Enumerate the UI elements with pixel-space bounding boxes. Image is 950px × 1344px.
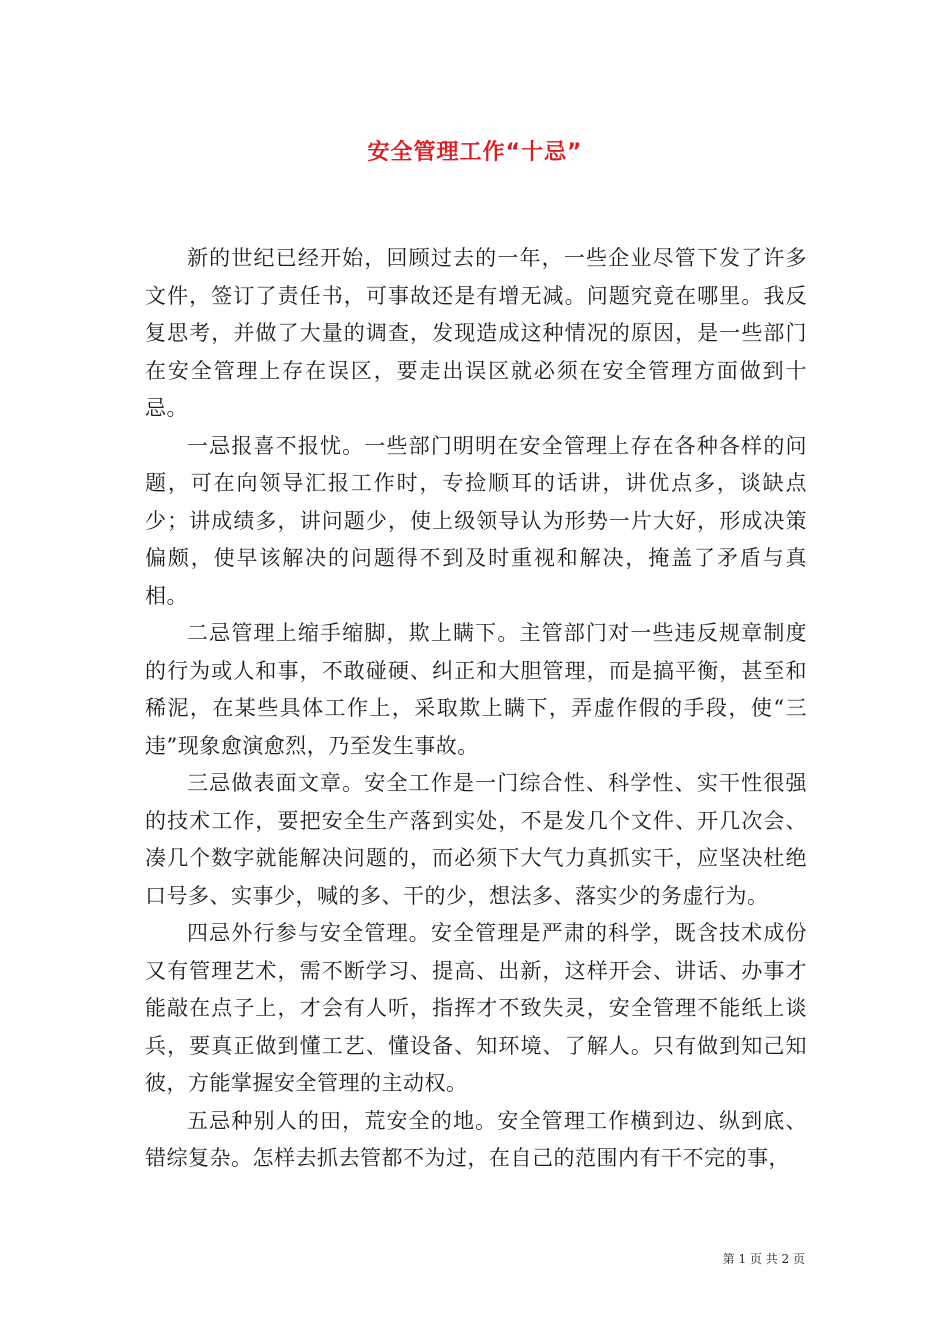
- document-body: [145, 240, 807, 1178]
- paragraph-taboo-2: 二忌管理上缩手缩脚，欺上瞒下。主管部门对一些违反规章制度的行为或人和事，不敢碰硬、纠正和大胆管理，而是搞平衡，甚至和稀泥，在某些具体工作上，采取欺上瞒下，弄虚作假的手段，使“三违”现象愈演愈烈，乃至发生事故。: [145, 621, 807, 758]
- paragraph-taboo-4: 四忌外行参与安全管理。安全管理是严肃的科学，既含技术成份又有管理艺术，需不断学习、提高、出新，这样开会、讲话、办事才能敲在点子上，才会有人听，指挥才不致失灵，安全管理不能纸上谈兵，要真正做到懂工艺、懂设备、知环境、了解人。只有做到知己知彼，方能掌握安全管理的主动权。: [145, 921, 807, 1095]
- paragraph-taboo-1: 一忌报喜不报忧。一些部门明明在安全管理上存在各种各样的问题，可在向领导汇报工作时，专捡顺耳的话讲，讲优点多，谈缺点少；讲成绩多，讲问题少，使上级领导认为形势一片大好，形成决策偏颇，使早该解决的问题得不到及时重视和解决，掩盖了矛盾与真相。: [145, 433, 807, 608]
- paragraph-taboo-3: 三忌做表面文章。安全工作是一门综合性、科学性、实干性很强的技术工作，要把安全生产落到实处，不是发几个文件、开几次会、凑几个数字就能解决问题的，而必须下大气力真抓实干，应坚决杜绝口号多、实事少，喊的多、干的少，想法多、落实少的务虚行为。: [145, 771, 807, 908]
- paragraph-taboo-5: 五忌种别人的田，荒安全的地。安全管理工作横到边、纵到底、错综复杂。怎样去抓去管都不为过，在自己的范围内有干不完的事，: [145, 1108, 807, 1170]
- paragraph-intro: 新的世纪已经开始，回顾过去的一年，一些企业尽管下发了许多文件，签订了责任书，可事故还是有增无减。问题究竟在哪里。我反复思考，并做了大量的调查，发现造成这种情况的原因，是一些部门在安全管理上存在误区，要走出误区就必须在安全管理方面做到十忌。: [145, 246, 807, 420]
- page-number-footer: 第 1 页 共 2 页: [722, 1252, 805, 1266]
- page-title: 安全管理工作“十忌”: [367, 140, 583, 165]
